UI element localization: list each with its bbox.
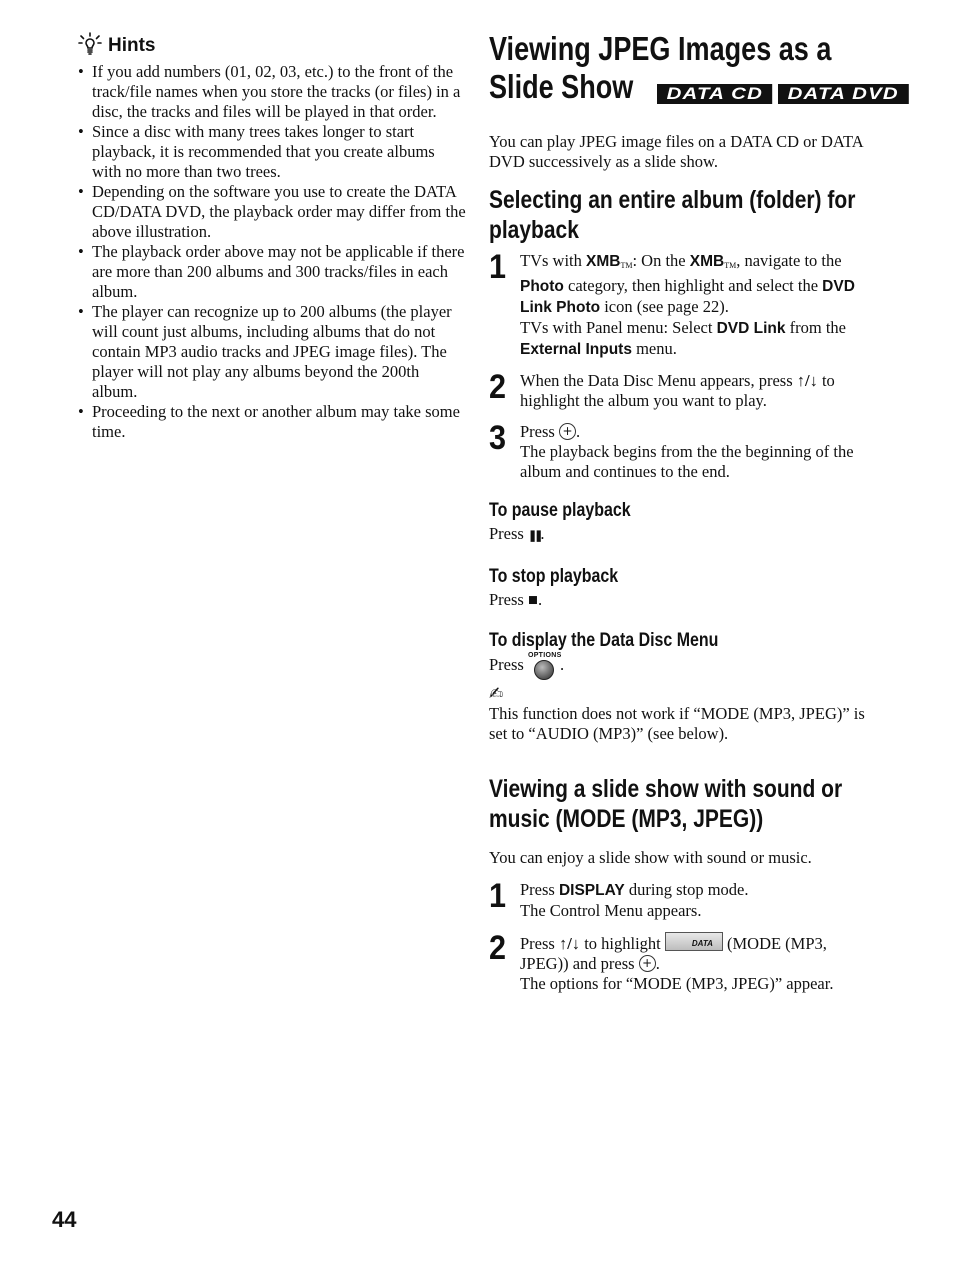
section-2-heading bbox=[489, 774, 884, 834]
pause-icon: ❚❚ bbox=[527, 530, 541, 542]
up-down-arrows-icon: ↑/↓ bbox=[558, 934, 581, 953]
enter-button-icon bbox=[559, 423, 576, 440]
title-line-2: Slide Show bbox=[489, 68, 634, 105]
step-number: 1 bbox=[489, 877, 507, 915]
step-number: 1 bbox=[489, 248, 507, 286]
page-number: 44 bbox=[52, 1207, 77, 1232]
dvd-link-label: DVD Link bbox=[716, 320, 786, 337]
enter-button-icon bbox=[639, 955, 656, 972]
note-text: This function does not work if “MODE (MP3, JPEG)” is set to “AUDIO (MP3)” (see below). bbox=[489, 704, 865, 743]
external-inputs-label: External Inputs bbox=[520, 341, 632, 358]
main-column bbox=[489, 30, 899, 994]
intro-text: You can play JPEG image files on a DATA CD or DATA DVD successively as a slide show. bbox=[489, 132, 863, 171]
stop-heading: To stop playback bbox=[489, 566, 619, 587]
stop-icon: ■ bbox=[527, 590, 538, 609]
hint-item: • Proceeding to the next or another album may take some time. bbox=[78, 402, 466, 442]
step-2: 2 When the Data Disc Menu appears, press ↑/↓ to highlight the album you want to play. bbox=[489, 368, 835, 410]
title-line-1: Viewing JPEG Images as a bbox=[489, 30, 832, 67]
xmb-label: XMB bbox=[689, 253, 725, 270]
hint-item: • The player can recognize up to 200 albums (the player will count just albums, including albums that do not contain MP3 audio tracks and JPEG image files). The player will not play any albums beyond the 200th album. bbox=[78, 302, 466, 402]
hints-list bbox=[78, 62, 466, 442]
step-number: 2 bbox=[489, 368, 507, 406]
section-1-heading-line-2: playback bbox=[489, 216, 579, 244]
hint-item: • The playback order above may not be applicable if there are more than 200 albums and 300 tracks/files in each album. bbox=[78, 242, 466, 302]
step-3: 3 Press +. The playback begins from the the beginning of the album and continues to the end. bbox=[489, 422, 884, 482]
hints-header bbox=[78, 34, 466, 58]
section-1-heading-line-1: Selecting an entire album (folder) for bbox=[489, 186, 856, 214]
step-number: 3 bbox=[489, 419, 507, 457]
hints-title: Hints bbox=[108, 35, 156, 56]
step-number: 2 bbox=[489, 929, 507, 967]
mode-step-2: 2 Press ↑/↓ to highlight DATA (MODE (MP3, JPEG)) and press +. The options for “MODE (MP3, JPEG)” appear. bbox=[489, 932, 884, 994]
display-label: DISPLAY bbox=[558, 882, 625, 899]
up-down-arrows-icon: ↑/↓ bbox=[796, 371, 818, 390]
mode-step-1: 1 Press DISPLAY during stop mode. The Control Menu appears. bbox=[489, 877, 749, 920]
pause-section: To pause playback Press ❚❚. bbox=[489, 500, 631, 543]
data-dvd-badge: DATA DVD bbox=[778, 84, 908, 104]
dvd-link-photo-label: DVD Link Photo bbox=[520, 278, 855, 316]
data-cd-badge: DATA CD bbox=[657, 84, 773, 104]
mode-mp3-jpeg-icon: DATA bbox=[665, 932, 723, 951]
display-menu-section: To display the Data Disc Menu Press OPTIONS . bbox=[489, 630, 884, 682]
hint-item: • Depending on the software you use to create the DATA CD/DATA DVD, the playback order may differ from the above illustration. bbox=[78, 182, 466, 242]
section-1-heading bbox=[489, 185, 884, 245]
photo-label: Photo bbox=[520, 278, 564, 295]
section-2-intro: You can enjoy a slide show with sound or music. bbox=[489, 848, 812, 867]
note-icon: ✍ bbox=[489, 684, 504, 704]
hints-column bbox=[78, 34, 466, 442]
pause-heading: To pause playback bbox=[489, 500, 631, 521]
options-button-icon: OPTIONS bbox=[528, 654, 560, 682]
hint-item: • If you add numbers (01, 02, 03, etc.) to the front of the track/file names when you store the tracks (or files) in a disc, the tracks and files will be played in that order. bbox=[78, 62, 466, 122]
xmb-label: XMB bbox=[586, 253, 621, 270]
hint-item: • Since a disc with many trees takes longer to start playback, it is recommended that you create albums with no more than two trees. bbox=[78, 122, 466, 182]
display-menu-heading: To display the Data Disc Menu bbox=[489, 630, 719, 651]
step-1: 1 TVs with $XMB_{TM}$: On the $XMB_{TM}$, navigate to the Photo category, then highlight and select the DVD Link Photo icon (see page 22). TVs with Panel menu: Select DVD Link from the External Inputs menu. bbox=[489, 248, 855, 358]
section-2-heading-line-2: music (MODE (MP3, JPEG)) bbox=[489, 805, 764, 833]
section-2-heading-line-1: Viewing a slide show with sound or bbox=[489, 775, 843, 803]
stop-section: To stop playback Press ■. bbox=[489, 566, 619, 609]
lightbulb-icon bbox=[78, 32, 102, 61]
page-title bbox=[489, 30, 899, 110]
